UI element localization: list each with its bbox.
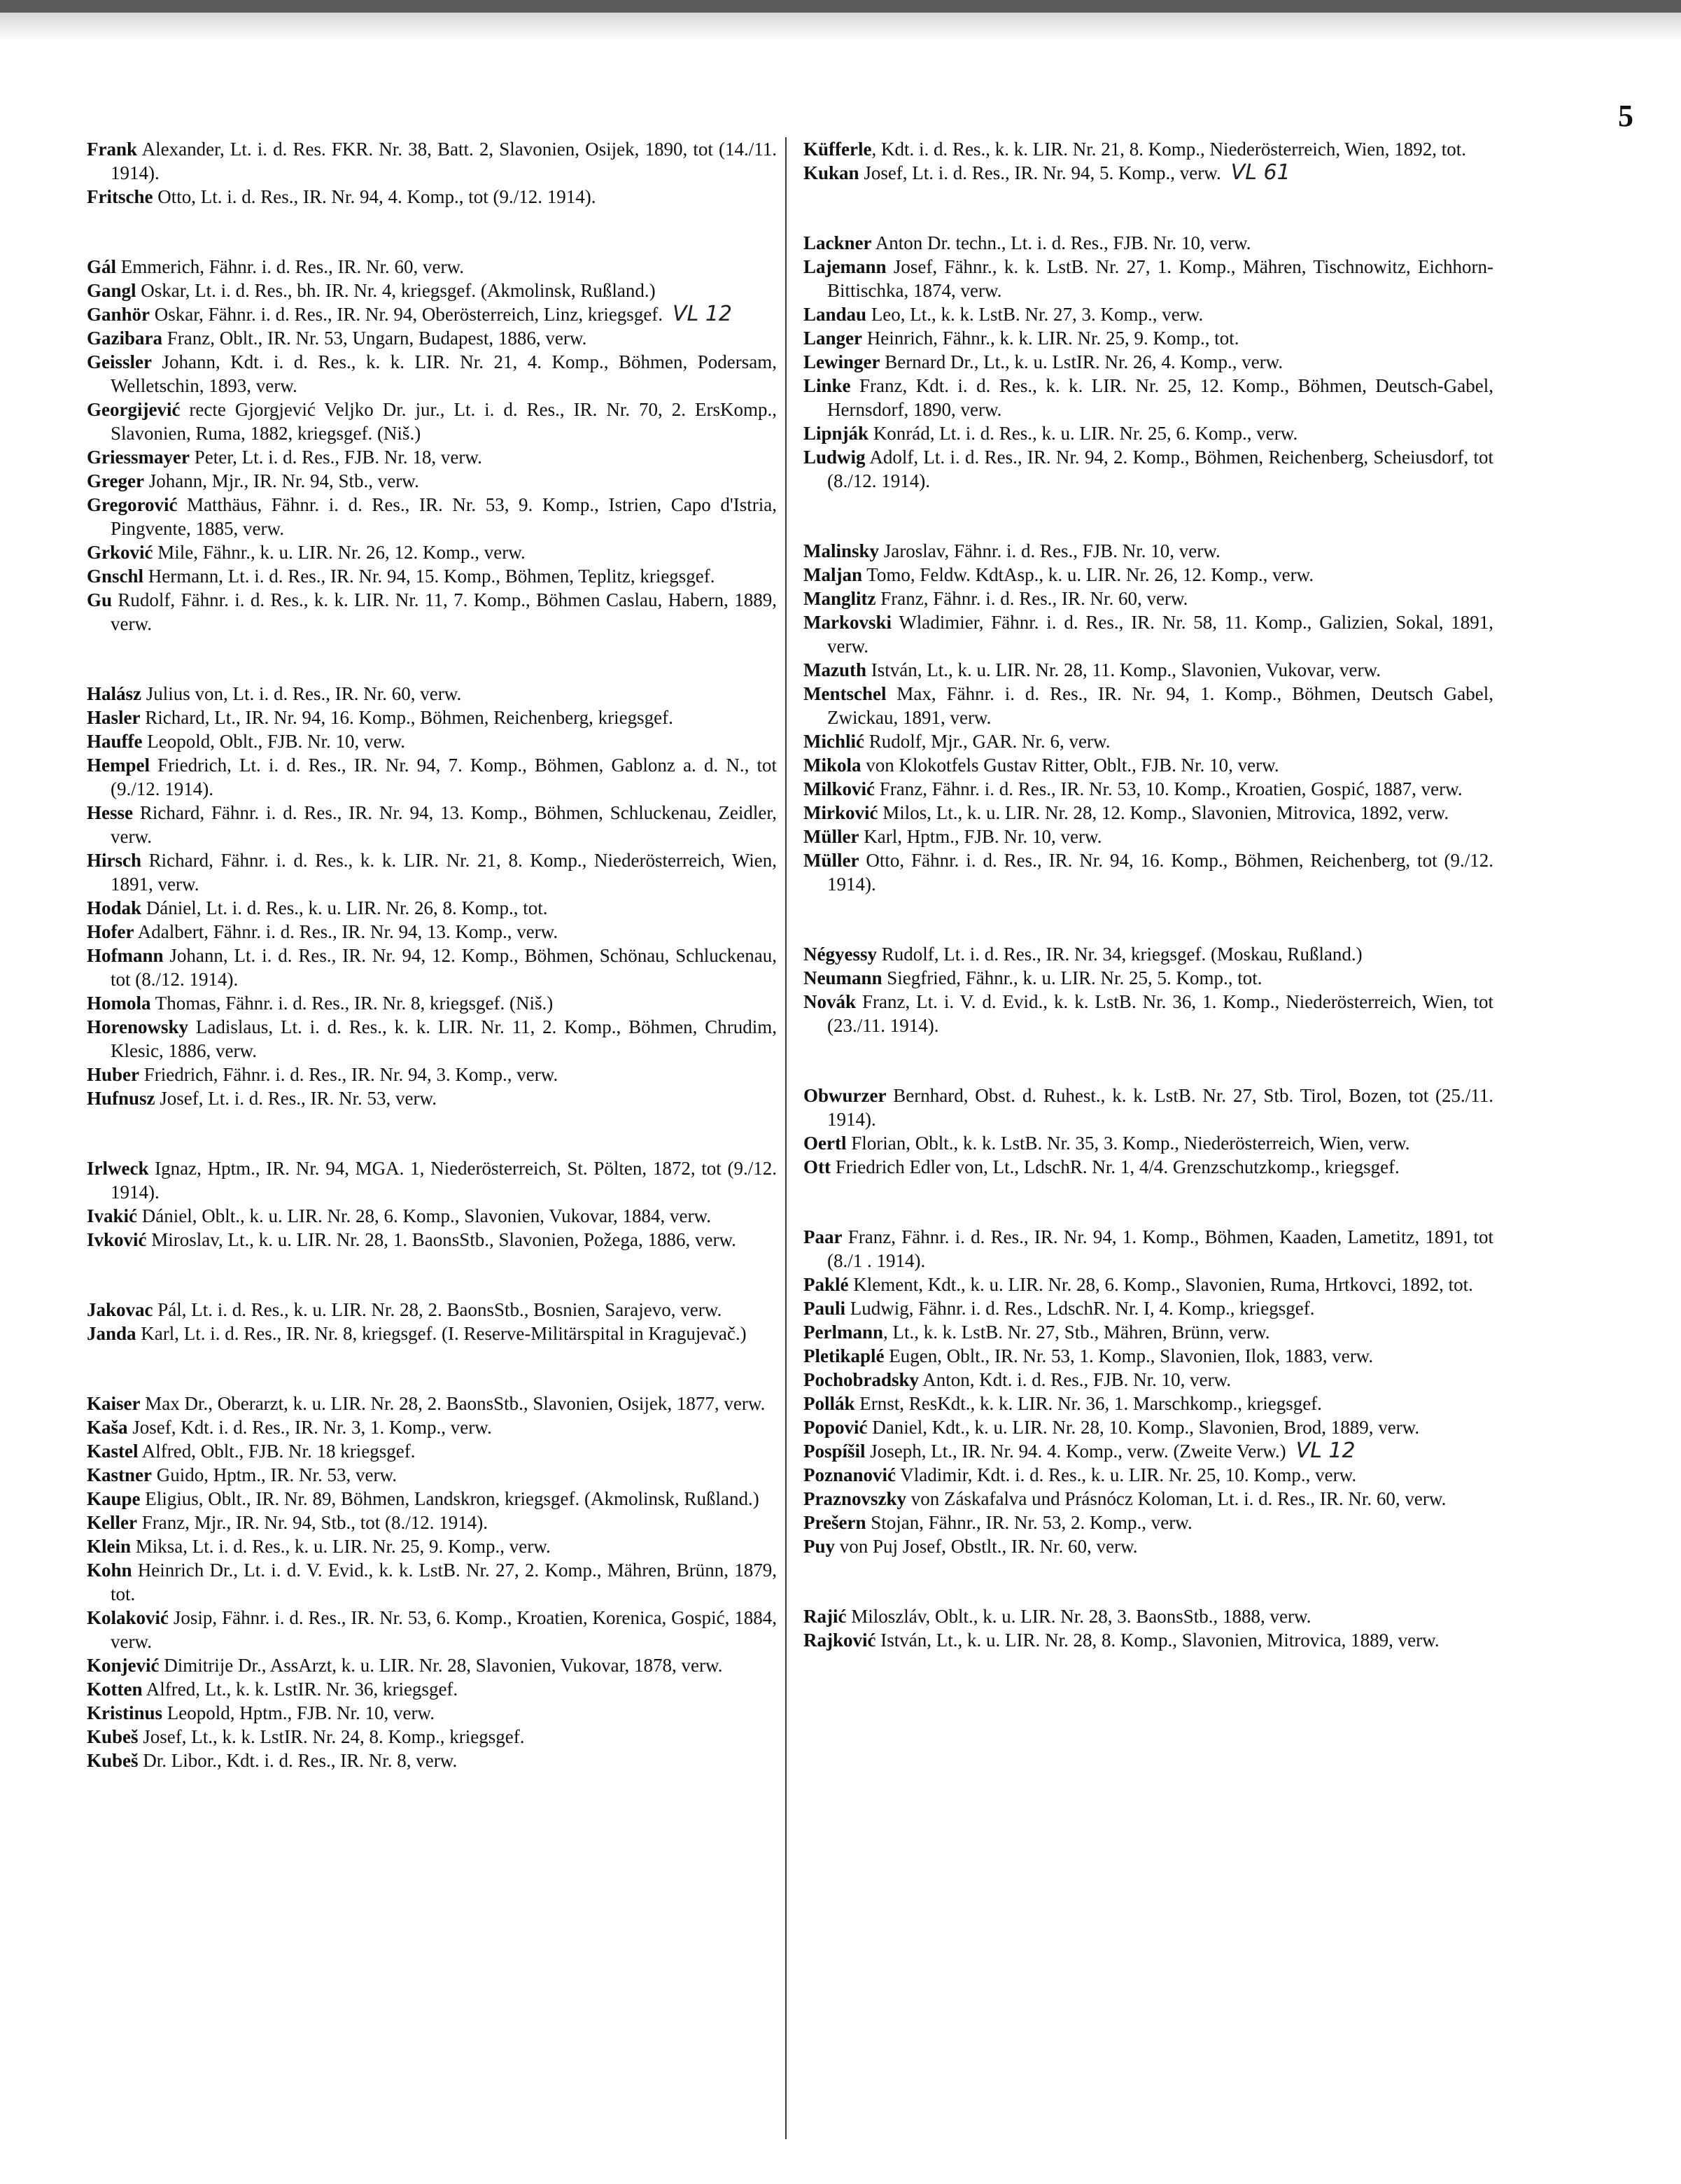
entry-details: Rudolf, Lt. i. d. Res., IR. Nr. 34, kriegsgef. (Moskau, Rußland.) — [876, 944, 1363, 965]
section-gap — [803, 185, 1493, 231]
entry-details: Heinrich Dr., Lt. i. d. V. Evid., k. k. LstB. Nr. 27, 2. Komp., Mähren, Brünn, 1879, tot. — [111, 1560, 777, 1604]
entry-details: Anton, Kdt. i. d. Res., FJB. Nr. 10, verw. — [919, 1369, 1232, 1390]
roster-entry — [803, 1155, 1493, 1179]
column-divider — [785, 137, 787, 2139]
entry-details: von Záskafalva und Prásnócz Koloman, Lt. i. d. Res., IR. Nr. 60, verw. — [906, 1488, 1447, 1509]
roster-entry — [803, 137, 1493, 161]
roster-entry — [87, 1701, 777, 1725]
entry-details: Daniel, Kdt., k. u. LIR. Nr. 28, 10. Komp., Slavonien, Brod, 1889, verw. — [867, 1417, 1420, 1438]
entry-details: Stojan, Fähnr., IR. Nr. 53, 2. Komp., verw. — [866, 1512, 1193, 1533]
entry-surname: Pletikaplé — [803, 1345, 885, 1366]
entry-surname: Lipnják — [803, 423, 869, 444]
entry-surname: Klein — [87, 1536, 132, 1557]
roster-entry — [87, 1298, 777, 1322]
entry-surname: Manglitz — [803, 588, 876, 609]
entry-details: István, Lt., k. u. LIR. Nr. 28, 11. Komp., Slavonien, Vukovar, verw. — [866, 659, 1381, 680]
entry-surname: Kastel — [87, 1441, 139, 1462]
roster-entry — [803, 255, 1493, 302]
entry-surname: Rajković — [803, 1630, 876, 1651]
entry-details: Dimitrije Dr., AssArzt, k. u. LIR. Nr. 28, Slavonien, Vukovar, 1878, verw. — [159, 1655, 723, 1676]
entry-surname: Neumann — [803, 967, 882, 988]
section-gap — [87, 1345, 777, 1392]
entry-surname: Gál — [87, 256, 117, 277]
entry-surname: Kaša — [87, 1417, 128, 1438]
entry-details: Milos, Lt., k. u. LIR. Nr. 28, 12. Komp., Slavonien, Mitrovica, 1892, verw. — [878, 802, 1449, 823]
entry-details: Richard, Lt., IR. Nr. 94, 16. Komp., Böhmen, Reichenberg, kriegsgef. — [140, 707, 673, 728]
entry-surname: Keller — [87, 1512, 137, 1533]
entry-surname: Hauffe — [87, 731, 143, 752]
roster-entry — [87, 1677, 777, 1701]
entry-details: Leopold, Oblt., FJB. Nr. 10, verw. — [142, 731, 405, 752]
roster-entry — [803, 753, 1493, 777]
entry-details: von Puj Josef, Obstlt., IR. Nr. 60, verw. — [835, 1536, 1138, 1557]
entry-surname: Hirsch — [87, 850, 141, 871]
roster-entry — [803, 1296, 1493, 1320]
roster-entry — [803, 326, 1493, 350]
entry-details: Alexander, Lt. i. d. Res. FKR. Nr. 38, Batt. 2, Slavonien, Osijek, 1890, tot (14./11. 1914). — [111, 139, 777, 183]
entry-details: Rudolf, Fähnr. i. d. Res., k. k. LIR. Nr. 11, 7. Komp., Böhmen Caslau, Habern, 1889, verw. — [111, 589, 777, 634]
entry-details: Vladimir, Kdt. i. d. Res., k. u. LIR. Nr. 25, 10. Komp., verw. — [896, 1464, 1357, 1485]
roster-entry — [803, 1463, 1493, 1487]
roster-entry — [87, 326, 777, 350]
entry-details: Eligius, Oblt., IR. Nr. 89, Böhmen, Landskron, kriegsgef. (Akmolinsk, Rußland.) — [140, 1488, 759, 1509]
roster-entry — [87, 1534, 777, 1558]
entry-details: Leopold, Hptm., FJB. Nr. 10, verw. — [162, 1702, 435, 1723]
roster-entry — [87, 398, 777, 445]
entry-surname: Horenowsky — [87, 1016, 189, 1037]
roster-entry — [87, 1725, 777, 1749]
roster-entry — [87, 1487, 777, 1511]
right-column — [803, 137, 1493, 1652]
entry-details: Otto, Fähnr. i. d. Res., IR. Nr. 94, 16. Komp., Böhmen, Reichenberg, tot (9./12. 1914). — [827, 850, 1493, 895]
entry-surname: Hesse — [87, 802, 133, 823]
roster-entry — [803, 777, 1493, 801]
entry-surname: Halász — [87, 683, 141, 704]
roster-entry — [87, 848, 777, 896]
roster-entry — [803, 587, 1493, 610]
entry-details: Josip, Fähnr. i. d. Res., IR. Nr. 53, 6. Komp., Kroatien, Korenica, Gospić, 1884, verw. — [111, 1607, 777, 1652]
roster-entry — [87, 469, 777, 493]
entry-details: Heinrich, Fähnr., k. k. LIR. Nr. 25, 9. Komp., tot. — [862, 328, 1239, 349]
entry-surname: Gu — [87, 589, 113, 610]
entry-surname: Hofmann — [87, 945, 164, 966]
section-gap — [803, 1179, 1493, 1225]
entry-surname: Konjević — [87, 1655, 160, 1676]
roster-entry — [803, 374, 1493, 421]
entry-details: Friedrich Edler von, Lt., LdschR. Nr. 1, 4/4. Grenzschutzkomp., kriegsgef. — [830, 1156, 1400, 1177]
roster-entry — [87, 185, 777, 209]
section-gap — [87, 1110, 777, 1156]
entry-surname: Hodak — [87, 897, 142, 918]
entry-surname: Huber — [87, 1064, 140, 1085]
roster-entry — [803, 1534, 1493, 1558]
roster-entry — [803, 990, 1493, 1037]
roster-entry — [803, 942, 1493, 966]
roster-entry — [803, 966, 1493, 990]
roster-entry — [87, 1156, 777, 1204]
entry-details: Friedrich, Lt. i. d. Res., IR. Nr. 94, 7. Komp., Böhmen, Gablonz a. d. N., tot (9./12. 1914). — [111, 755, 777, 799]
entry-surname: Gazibara — [87, 328, 162, 349]
entry-surname: Pollák — [803, 1393, 855, 1414]
entry-surname: Négyessy — [803, 944, 877, 965]
entry-surname: Lewinger — [803, 351, 880, 372]
roster-entry — [803, 1344, 1493, 1368]
entry-details: Karl, Hptm., FJB. Nr. 10, verw. — [859, 826, 1102, 847]
section-gap — [803, 493, 1493, 539]
entry-surname: Kristinus — [87, 1702, 163, 1723]
entry-surname: Ott — [803, 1156, 831, 1177]
roster-entry — [87, 729, 777, 753]
roster-entry — [87, 1463, 777, 1487]
roster-entry — [803, 825, 1493, 848]
entry-details: Oskar, Fähnr. i. d. Res., IR. Nr. 94, Oberösterreich, Linz, kriegsgef. — [150, 304, 663, 325]
roster-entry — [87, 920, 777, 944]
roster-entry — [87, 493, 777, 540]
section-gap — [87, 1252, 777, 1298]
entry-surname: Greger — [87, 470, 144, 491]
roster-entry — [803, 848, 1493, 896]
entry-surname: Hofer — [87, 921, 134, 942]
entry-surname: Grković — [87, 542, 153, 563]
entry-details: recte Gjorgjević Veljko Dr. jur., Lt. i. d. Res., IR. Nr. 70, 2. ErsKomp., Slavonien, Ruma, 1882, kriegsgef. (Niš.) — [111, 399, 777, 444]
entry-surname: Malinsky — [803, 540, 880, 561]
roster-entry — [803, 729, 1493, 753]
roster-entry — [87, 991, 777, 1015]
entry-surname: Ludwig — [803, 447, 866, 468]
roster-entry — [803, 421, 1493, 445]
roster-entry — [803, 658, 1493, 682]
entry-surname: Irlweck — [87, 1158, 149, 1179]
entry-details: Richard, Fähnr. i. d. Res., k. k. LIR. Nr. 21, 8. Komp., Niederösterreich, Wien, 1891, verw. — [111, 850, 777, 895]
section-gap — [87, 209, 777, 255]
entry-details: Franz, Fähnr. i. d. Res., IR. Nr. 94, 1. Komp., Böhmen, Kaaden, Lametitz, 1891, tot (8./1 . 1914). — [827, 1226, 1493, 1271]
entry-surname: Frank — [87, 139, 138, 160]
entry-details: Franz, Mjr., IR. Nr. 94, Stb., tot (8./12. 1914). — [136, 1512, 488, 1533]
entry-details: Alfred, Oblt., FJB. Nr. 18 kriegsgef. — [138, 1441, 416, 1462]
roster-entry — [803, 563, 1493, 587]
entry-details: Max, Fähnr. i. d. Res., IR. Nr. 94, 1. Komp., Böhmen, Deutsch Gabel, Zwickau, 1891, verw. — [827, 683, 1493, 728]
entry-surname: Janda — [87, 1323, 136, 1344]
entry-surname: Griessmayer — [87, 447, 190, 468]
roster-entry — [87, 1558, 777, 1606]
entry-details: Anton Dr. techn., Lt. i. d. Res., FJB. Nr. 10, verw. — [871, 232, 1251, 253]
entry-surname: Kaupe — [87, 1488, 141, 1509]
entry-surname: Kubeš — [87, 1726, 139, 1747]
entry-details: Bernhard, Obst. d. Ruhest., k. k. LstB. Nr. 27, Stb. Tirol, Bozen, tot (25./11. 1914). — [827, 1085, 1493, 1130]
roster-entry — [803, 1511, 1493, 1534]
entry-surname: Fritsche — [87, 186, 153, 207]
roster-entry — [87, 1606, 777, 1653]
entry-surname: Gregorović — [87, 494, 178, 515]
roster-entry — [803, 1320, 1493, 1344]
entry-details: Otto, Lt. i. d. Res., IR. Nr. 94, 4. Komp., tot (9./12. 1914). — [153, 186, 596, 207]
entry-details: Johann, Kdt. i. d. Res., k. k. LIR. Nr. 21, 4. Komp., Böhmen, Podersam, Welletschin, 1893, verw. — [111, 351, 777, 396]
entry-surname: Pochobradsky — [803, 1369, 920, 1390]
entry-details: Franz, Lt. i. V. d. Evid., k. k. LstB. Nr. 36, 1. Komp., Niederösterreich, Wien, tot (23./11. 1914). — [827, 991, 1493, 1036]
roster-entry — [803, 350, 1493, 374]
entry-surname: Rajić — [803, 1606, 847, 1627]
roster-entry — [803, 445, 1493, 493]
roster-entry — [803, 1439, 1493, 1463]
entry-details: Guido, Hptm., IR. Nr. 53, verw. — [151, 1464, 397, 1485]
entry-details: Jaroslav, Fähnr. i. d. Res., FJB. Nr. 10, verw. — [879, 540, 1221, 561]
entry-details: Johann, Mjr., IR. Nr. 94, Stb., verw. — [143, 470, 419, 491]
entry-details: Josef, Lt. i. d. Res., IR. Nr. 53, verw. — [155, 1088, 437, 1109]
roster-entry — [87, 540, 777, 564]
entry-surname: Michlić — [803, 731, 864, 752]
entry-details: Miroslav, Lt., k. u. LIR. Nr. 28, 1. BaonsStb., Slavonien, Požega, 1886, verw. — [146, 1229, 736, 1250]
entry-details: Dr. Libor., Kdt. i. d. Res., IR. Nr. 8, verw. — [138, 1750, 458, 1771]
entry-details: Josef, Fähnr., k. k. LstB. Nr. 27, 1. Komp., Mähren, Tischnowitz, Eichhorn-Bittischka, 1874, verw. — [827, 256, 1493, 301]
roster-entry — [803, 1487, 1493, 1511]
entry-surname: Linke — [803, 375, 851, 396]
roster-entry — [87, 302, 777, 326]
handwritten-note: VL 61 — [1230, 160, 1290, 185]
entry-details: Ladislaus, Lt. i. d. Res., k. k. LIR. Nr. 11, 2. Komp., Böhmen, Chrudim, Klesic, 1886, verw. — [111, 1016, 777, 1061]
entry-details: Miksa, Lt. i. d. Res., k. u. LIR. Nr. 25, 9. Komp., verw. — [131, 1536, 551, 1557]
section-gap — [803, 1558, 1493, 1604]
roster-entry — [803, 1628, 1493, 1652]
section-gap — [803, 896, 1493, 942]
roster-entry — [803, 1368, 1493, 1392]
entry-details: Johann, Lt. i. d. Res., IR. Nr. 94, 12. Komp., Böhmen, Schönau, Schluckenau, tot (8./12. 1914). — [111, 945, 777, 990]
entry-surname: Milković — [803, 778, 875, 799]
roster-entry — [87, 1392, 777, 1415]
entry-surname: Paar — [803, 1226, 843, 1247]
entry-surname: Kohn — [87, 1560, 132, 1581]
roster-entry — [87, 1439, 777, 1463]
roster-entry — [87, 1086, 777, 1110]
entry-details: Richard, Fähnr. i. d. Res., IR. Nr. 94, 13. Komp., Böhmen, Schluckenau, Zeidler, verw. — [111, 802, 777, 847]
entry-details: Rudolf, Mjr., GAR. Nr. 6, verw. — [864, 731, 1111, 752]
roster-entry — [87, 350, 777, 398]
entry-details: Josef, Lt., k. k. LstIR. Nr. 24, 8. Komp., kriegsgef. — [138, 1726, 525, 1747]
roster-entry — [87, 1511, 777, 1534]
entry-details: , Kdt. i. d. Res., k. k. LIR. Nr. 21, 8. Komp., Niederösterreich, Wien, 1892, tot. — [871, 139, 1467, 160]
entry-details: Franz, Fähnr. i. d. Res., IR. Nr. 53, 10. Komp., Kroatien, Gospić, 1887, verw. — [875, 778, 1463, 799]
entry-details: Emmerich, Fähnr. i. d. Res., IR. Nr. 60, verw. — [116, 256, 464, 277]
entry-surname: Kubeš — [87, 1750, 139, 1771]
entry-details: Ignaz, Hptm., IR. Nr. 94, MGA. 1, Niederösterreich, St. Pölten, 1872, tot (9./12. 1914). — [111, 1158, 777, 1203]
entry-details: Adolf, Lt. i. d. Res., IR. Nr. 94, 2. Komp., Böhmen, Reichenberg, Scheiusdorf, tot (8./12. 1914). — [827, 447, 1493, 491]
entry-surname: Mikola — [803, 755, 861, 776]
roster-entry — [803, 539, 1493, 563]
roster-entry — [87, 564, 777, 588]
entry-surname: Mentschel — [803, 683, 887, 704]
entry-surname: Mirković — [803, 802, 878, 823]
entry-details: Karl, Lt. i. d. Res., IR. Nr. 8, kriegsgef. (I. Reserve-Militärspital in Kragujevač.) — [136, 1323, 747, 1344]
roster-entry — [803, 1392, 1493, 1415]
roster-entry — [87, 137, 777, 185]
roster-entry — [803, 610, 1493, 658]
entry-surname: Hufnusz — [87, 1088, 155, 1109]
roster-entry — [803, 302, 1493, 326]
entry-surname: Kotten — [87, 1679, 143, 1700]
entry-details: Siegfried, Fähnr., k. u. LIR. Nr. 25, 5. Komp., tot. — [882, 967, 1262, 988]
entry-surname: Obwurzer — [803, 1085, 887, 1106]
entry-surname: Kukan — [803, 162, 859, 183]
entry-surname: Novák — [803, 991, 857, 1012]
roster-entry — [87, 1415, 777, 1439]
entry-details: Bernard Dr., Lt., k. u. LstIR. Nr. 26, 4. Komp., verw. — [880, 351, 1283, 372]
entry-details: Franz, Oblt., IR. Nr. 53, Ungarn, Budapest, 1886, verw. — [162, 328, 587, 349]
entry-surname: Landau — [803, 304, 867, 325]
entry-details: Alfred, Lt., k. k. LstIR. Nr. 36, kriegsgef. — [142, 1679, 458, 1700]
entry-details: Dániel, Lt. i. d. Res., k. u. LIR. Nr. 26, 8. Komp., tot. — [141, 897, 548, 918]
entry-surname: Pospíšil — [803, 1441, 866, 1462]
entry-surname: Maljan — [803, 564, 862, 585]
entry-surname: Küfferle — [803, 139, 872, 160]
entry-surname: Ivković — [87, 1229, 147, 1250]
entry-details: Friedrich, Fähnr. i. d. Res., IR. Nr. 94, 3. Komp., verw. — [139, 1064, 558, 1085]
entry-surname: Prešern — [803, 1512, 866, 1533]
roster-entry — [803, 1415, 1493, 1439]
entry-surname: Lackner — [803, 232, 872, 253]
entry-details: Oskar, Lt. i. d. Res., bh. IR. Nr. 4, kriegsgef. (Akmolinsk, Rußland.) — [136, 280, 656, 301]
roster-entry — [87, 588, 777, 636]
roster-entry — [803, 161, 1493, 185]
entry-surname: Perlmann — [803, 1322, 883, 1343]
entry-surname: Geissler — [87, 351, 152, 372]
entry-surname: Jakovac — [87, 1299, 153, 1320]
entry-surname: Poznanović — [803, 1464, 896, 1485]
entry-details: Hermann, Lt. i. d. Res., IR. Nr. 94, 15. Komp., Böhmen, Teplitz, kriegsgef. — [143, 566, 715, 587]
entry-surname: Gangl — [87, 280, 136, 301]
roster-entry — [803, 1131, 1493, 1155]
entry-details: Wladimier, Fähnr. i. d. Res., IR. Nr. 58, 11. Komp., Galizien, Sokal, 1891, verw. — [827, 612, 1493, 657]
entry-surname: Popović — [803, 1417, 868, 1438]
entry-details: Klement, Kdt., k. u. LIR. Nr. 28, 6. Komp., Slavonien, Ruma, Hrtkovci, 1892, tot. — [848, 1274, 1473, 1295]
entry-details: Ludwig, Fähnr. i. d. Res., LdschR. Nr. I, 4. Komp., kriegsgef. — [845, 1298, 1315, 1319]
roster-entry — [803, 231, 1493, 255]
entry-surname: Mazuth — [803, 659, 866, 680]
entry-surname: Lajemann — [803, 256, 887, 277]
entry-surname: Müller — [803, 850, 859, 871]
entry-details: Eugen, Oblt., IR. Nr. 53, 1. Komp., Slavonien, Ilok, 1883, verw. — [884, 1345, 1374, 1366]
entry-surname: Puy — [803, 1536, 836, 1557]
entry-surname: Homola — [87, 993, 151, 1014]
entry-surname: Markovski — [803, 612, 892, 633]
roster-entry — [87, 896, 777, 920]
entry-surname: Hasler — [87, 707, 141, 728]
entry-details: Peter, Lt. i. d. Res., FJB. Nr. 18, verw. — [189, 447, 482, 468]
handwritten-note: VL 12 — [1295, 1438, 1356, 1463]
roster-entry — [87, 801, 777, 848]
entry-details: von Klokotfels Gustav Ritter, Oblt., FJB. Nr. 10, verw. — [861, 755, 1279, 776]
roster-entry — [87, 1322, 777, 1345]
entry-details: Miloszláv, Oblt., k. u. LIR. Nr. 28, 3. BaonsStb., 1888, verw. — [846, 1606, 1311, 1627]
entry-details: Tomo, Feldw. KdtAsp., k. u. LIR. Nr. 26, 12. Komp., verw. — [862, 564, 1314, 585]
roster-entry — [803, 1225, 1493, 1273]
roster-entry — [87, 1015, 777, 1063]
entry-details: Pál, Lt. i. d. Res., k. u. LIR. Nr. 28, 2. BaonsStb., Bosnien, Sarajevo, verw. — [153, 1299, 722, 1320]
entry-surname: Hempel — [87, 755, 150, 776]
roster-entry — [803, 1084, 1493, 1131]
roster-entry — [87, 706, 777, 729]
entry-details: Dániel, Oblt., k. u. LIR. Nr. 28, 6. Komp., Slavonien, Vukovar, 1884, verw. — [137, 1205, 711, 1226]
roster-entry — [87, 1228, 777, 1252]
page-number: 5 — [1618, 99, 1633, 133]
entry-details: Franz, Fähnr. i. d. Res., IR. Nr. 60, verw. — [875, 588, 1188, 609]
entry-surname: Langer — [803, 328, 862, 349]
roster-entry — [803, 1604, 1493, 1628]
entry-details: Adalbert, Fähnr. i. d. Res., IR. Nr. 94, 13. Komp., verw. — [134, 921, 558, 942]
entry-details: Franz, Kdt. i. d. Res., k. k. LIR. Nr. 25, 12. Komp., Böhmen, Deutsch-Gabel, Hernsdorf, 1890, verw. — [827, 375, 1493, 420]
handwritten-note: VL 12 — [673, 302, 732, 326]
roster-entry — [87, 944, 777, 991]
roster-entry — [87, 682, 777, 706]
entry-surname: Paklé — [803, 1274, 849, 1295]
entry-details: Joseph, Lt., IR. Nr. 94. 4. Komp., verw. (Zweite Verw.) — [865, 1441, 1286, 1462]
section-gap — [803, 1037, 1493, 1084]
entry-details: Max Dr., Oberarzt, k. u. LIR. Nr. 28, 2. BaonsStb., Slavonien, Osijek, 1877, verw. — [140, 1393, 766, 1414]
entry-surname: Ganhör — [87, 304, 150, 325]
entry-details: Josef, Kdt. i. d. Res., IR. Nr. 3, 1. Komp., verw. — [127, 1417, 492, 1438]
entry-details: Josef, Lt. i. d. Res., IR. Nr. 94, 5. Komp., verw. — [859, 162, 1221, 183]
entry-surname: Gnschl — [87, 566, 144, 587]
entry-details: Leo, Lt., k. k. LstB. Nr. 27, 3. Komp., verw. — [866, 304, 1204, 325]
left-column — [87, 137, 777, 1772]
entry-surname: Kolaković — [87, 1607, 169, 1628]
roster-entry — [803, 682, 1493, 729]
roster-entry — [87, 255, 777, 279]
entry-surname: Müller — [803, 826, 859, 847]
entry-surname: Kastner — [87, 1464, 152, 1485]
entry-surname: Praznovszky — [803, 1488, 906, 1509]
roster-entry — [803, 801, 1493, 825]
entry-details: Konrád, Lt. i. d. Res., k. u. LIR. Nr. 25, 6. Komp., verw. — [868, 423, 1298, 444]
roster-entry — [87, 753, 777, 801]
roster-entry — [803, 1273, 1493, 1296]
roster-entry — [87, 1749, 777, 1772]
roster-entry — [87, 279, 777, 302]
entry-surname: Pauli — [803, 1298, 846, 1319]
entry-details: Florian, Oblt., k. k. LstB. Nr. 35, 3. Komp., Niederösterreich, Wien, verw. — [846, 1133, 1410, 1154]
entry-surname: Oertl — [803, 1133, 847, 1154]
entry-surname: Georgijević — [87, 399, 181, 420]
section-gap — [87, 636, 777, 682]
entry-surname: Ivakić — [87, 1205, 138, 1226]
entry-details: Matthäus, Fähnr. i. d. Res., IR. Nr. 53, 9. Komp., Istrien, Capo d'Istria, Pingvente, 1885, verw. — [111, 494, 777, 539]
entry-details: , Lt., k. k. LstB. Nr. 27, Stb., Mähren, Brünn, verw. — [883, 1322, 1270, 1343]
roster-entry — [87, 1653, 777, 1677]
entry-details: Julius von, Lt. i. d. Res., IR. Nr. 60, verw. — [141, 683, 462, 704]
entry-details: Ernst, ResKdt., k. k. LIR. Nr. 36, 1. Marschkomp., kriegsgef. — [854, 1393, 1322, 1414]
roster-entry — [87, 445, 777, 469]
entry-surname: Kaiser — [87, 1393, 141, 1414]
entry-details: István, Lt., k. u. LIR. Nr. 28, 8. Komp., Slavonien, Mitrovica, 1889, verw. — [875, 1630, 1440, 1651]
roster-entry — [87, 1063, 777, 1086]
roster-entry — [87, 1204, 777, 1228]
entry-details: Mile, Fähnr., k. u. LIR. Nr. 26, 12. Komp., verw. — [153, 542, 526, 563]
entry-details: Thomas, Fähnr. i. d. Res., IR. Nr. 8, kriegsgef. (Niš.) — [150, 993, 554, 1014]
